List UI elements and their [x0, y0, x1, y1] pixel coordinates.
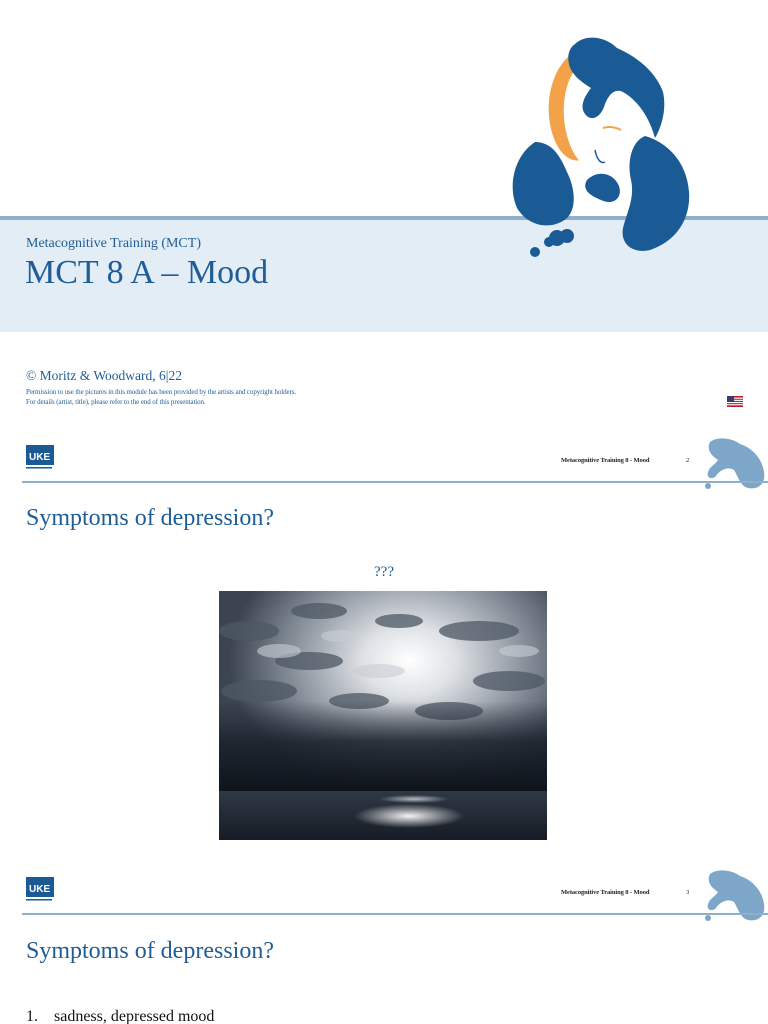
- slide-heading: Symptoms of depression?: [26, 938, 274, 964]
- list-item-text: sadness, depressed mood: [54, 1008, 215, 1024]
- slide-header-rule: [22, 913, 768, 915]
- permission-note-line-1: Permission to use the pictures in this module has been provided by the artists and copyright holders.: [26, 388, 297, 396]
- question-caption: ???: [374, 564, 394, 580]
- us-flag-icon[interactable]: [727, 396, 743, 407]
- permission-note-line-2: For details (artist, title), please refer to the end of this presentation.: [26, 398, 206, 406]
- thinker-small-icon: [698, 868, 768, 924]
- symptom-list: [26, 1008, 214, 1024]
- uke-logo: [26, 877, 54, 903]
- presentation-title: MCT 8 A – Mood: [25, 254, 269, 291]
- cloudy-sky-photo: [219, 591, 547, 840]
- page-number: 2: [686, 457, 690, 464]
- thinker-small-icon: [698, 436, 768, 492]
- uke-logo-text: UKE: [29, 884, 51, 895]
- slide-footer-label: Metacognitive Training 8 - Mood: [561, 889, 650, 896]
- presentation-subtitle: Metacognitive Training (MCT): [26, 236, 201, 251]
- copyright-notice: © Moritz & Woodward, 6|22: [26, 368, 182, 383]
- list-item-number: 1.: [26, 1008, 38, 1024]
- slide-footer-label: Metacognitive Training 8 - Mood: [561, 457, 650, 464]
- page-number: 3: [686, 889, 690, 896]
- slide-heading: Symptoms of depression?: [26, 505, 274, 531]
- thinker-illustration-icon: [505, 30, 700, 262]
- uke-logo-text: UKE: [29, 452, 51, 463]
- list-item: [26, 1008, 214, 1024]
- uke-logo: [26, 445, 54, 471]
- slide-header-rule: [22, 481, 768, 483]
